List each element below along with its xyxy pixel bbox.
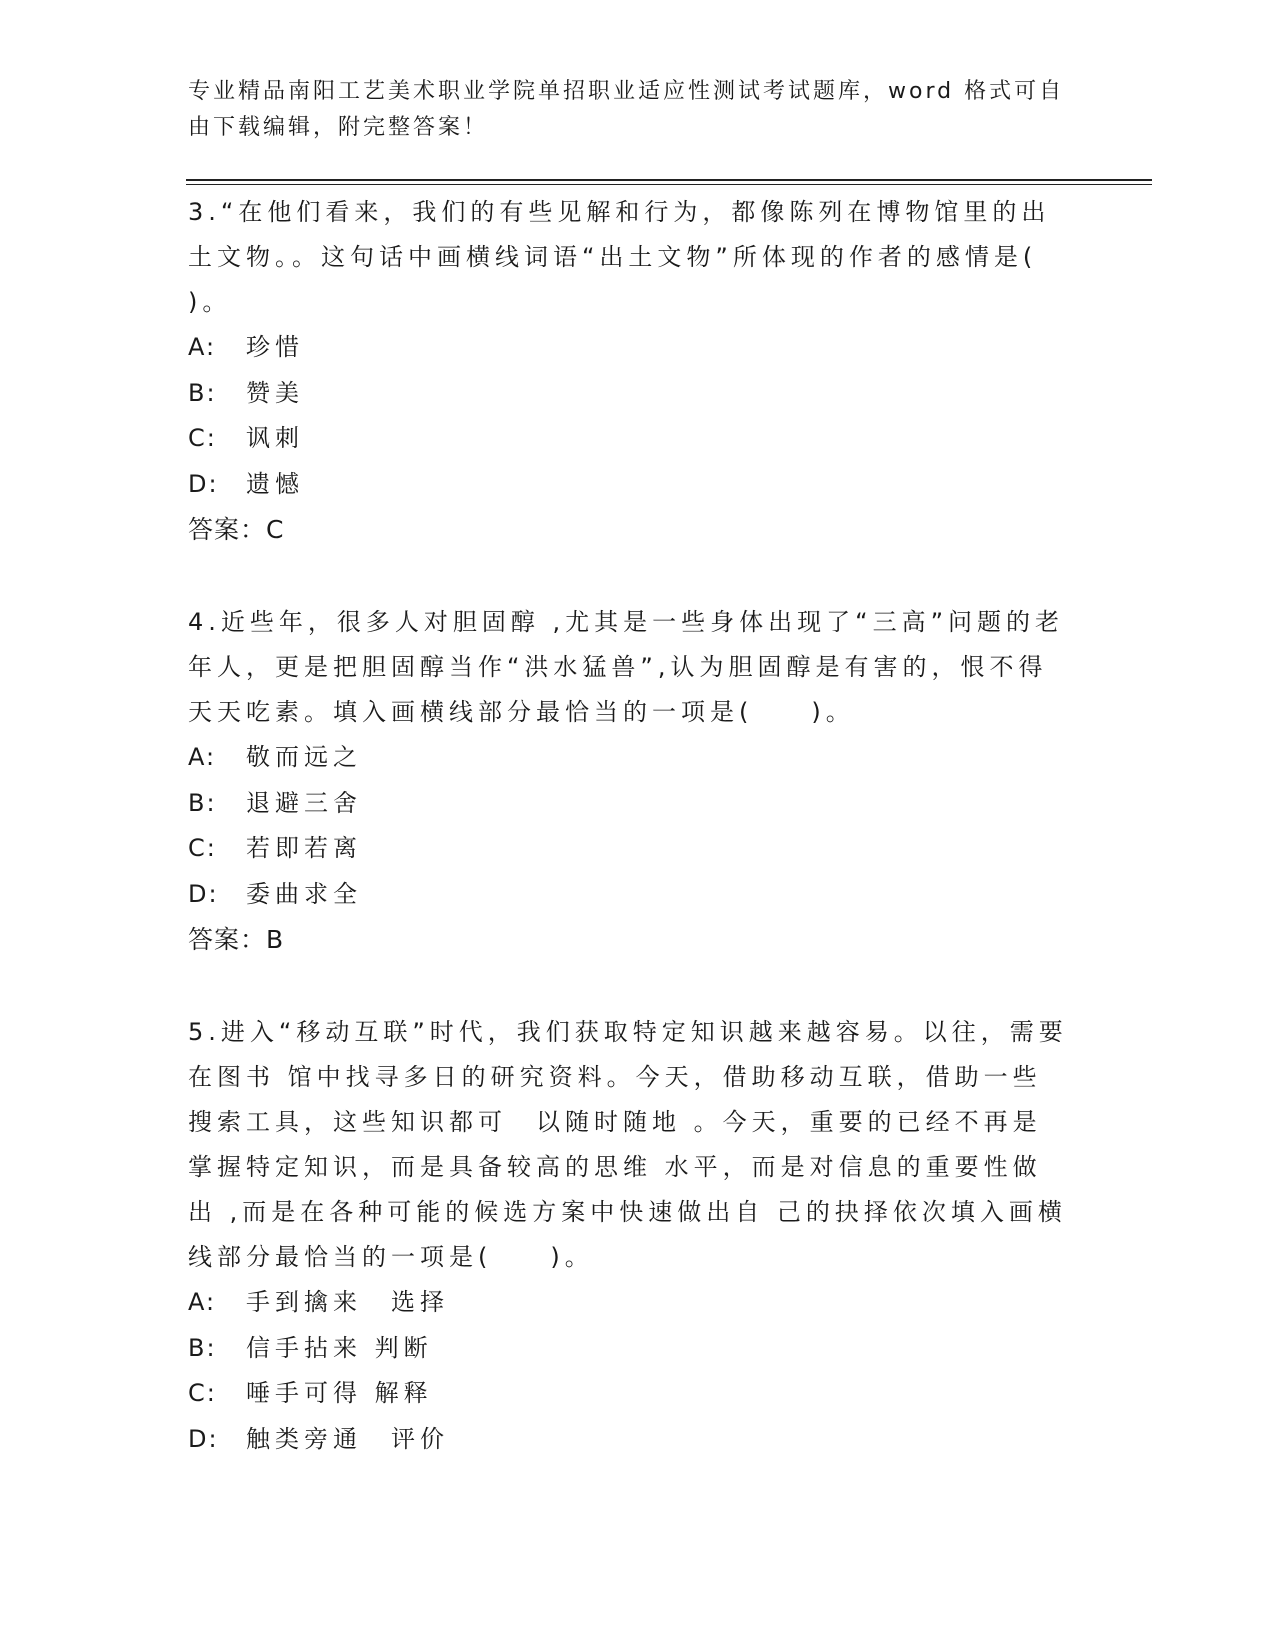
- question-text: 5.进入“移动互联”时代，我们获取特定知识越来越容易。以往，需要在图书 馆中找寻多日的研究资料。今天，借助移动互联，借助一些搜索工具，这些知识都可 以随时随地 。今天，重要的已经不再是掌握特定知识，而是具备较高的思维 水平，而是对信息的重要性做出 ,而是在各种可能的候选方案中快速做出自 己的抉择依次填入画横线部分最恰当的一项是( )。: [188, 1018, 1068, 1271]
- option-label: B:: [188, 1333, 217, 1362]
- header-rule-thin: [186, 184, 1152, 185]
- option-text: 退避三舍: [246, 788, 362, 817]
- option-label: B:: [188, 788, 217, 817]
- question-text: 4.近些年，很多人对胆固醇 ,尤其是一些身体出现了“三高”问题的老 年人，更是把胆固醇当作“洪水猛兽”,认为胆固醇是有害的，恨不得天天吃素。填入画横线部分最恰当的一项是( )。: [188, 608, 1065, 726]
- option-text: 若即若离: [246, 834, 362, 862]
- question-5: [188, 1010, 1068, 1462]
- option-d: [188, 872, 1068, 918]
- option-text: 手到擒来 选择: [246, 1288, 449, 1316]
- option-label: A:: [188, 333, 217, 361]
- option-label: C:: [188, 834, 217, 862]
- answer-line: 答案：C: [188, 515, 285, 544]
- option-text: 赞美: [246, 378, 304, 407]
- option-text: 触类旁通 评价: [246, 1424, 449, 1453]
- option-label: A:: [188, 743, 217, 771]
- option-text: 讽刺: [246, 424, 304, 452]
- option-d: [188, 1417, 1068, 1463]
- option-text: 珍惜: [246, 333, 304, 361]
- option-text: 唾手可得 解释: [246, 1379, 433, 1407]
- option-b: [188, 1326, 1068, 1372]
- answer-line: 答案：B: [188, 925, 285, 954]
- option-label: C:: [188, 1379, 217, 1407]
- option-text: 信手拈来 判断: [246, 1333, 433, 1362]
- header-rule-thick: [186, 179, 1152, 181]
- option-b: [188, 371, 1068, 417]
- document-header: 专业精品南阳工艺美术职业学院单招职业适应性测试考试题库，word 格式可自由下载编辑，附完整答案！: [188, 79, 1065, 140]
- spacer: [188, 963, 1068, 1010]
- option-d: [188, 462, 1068, 508]
- option-b: [188, 781, 1068, 827]
- option-a: [188, 325, 1068, 371]
- option-text: 敬而远之: [246, 743, 362, 771]
- option-a: [188, 1280, 1068, 1326]
- option-c: [188, 826, 1068, 872]
- option-label: B:: [188, 378, 217, 407]
- option-label: D:: [188, 1424, 219, 1453]
- option-text: 遗憾: [246, 469, 304, 498]
- option-c: [188, 1371, 1068, 1417]
- spacer: [188, 553, 1068, 600]
- option-label: A:: [188, 1288, 217, 1316]
- option-label: C:: [188, 424, 217, 452]
- option-text: 委曲求全: [246, 879, 362, 908]
- option-a: [188, 735, 1068, 781]
- option-c: [188, 416, 1068, 462]
- question-4: [188, 600, 1068, 963]
- option-label: D:: [188, 469, 219, 498]
- option-label: D:: [188, 879, 219, 908]
- question-list: [188, 190, 1068, 1462]
- question-3: [188, 190, 1068, 553]
- question-text: 3.“在他们看来，我们的有些见解和行为，都像陈列在博物馆里的出土文物。。这句话中画横线词语“出土文物”所体现的作者的感情是( )。: [188, 198, 1051, 316]
